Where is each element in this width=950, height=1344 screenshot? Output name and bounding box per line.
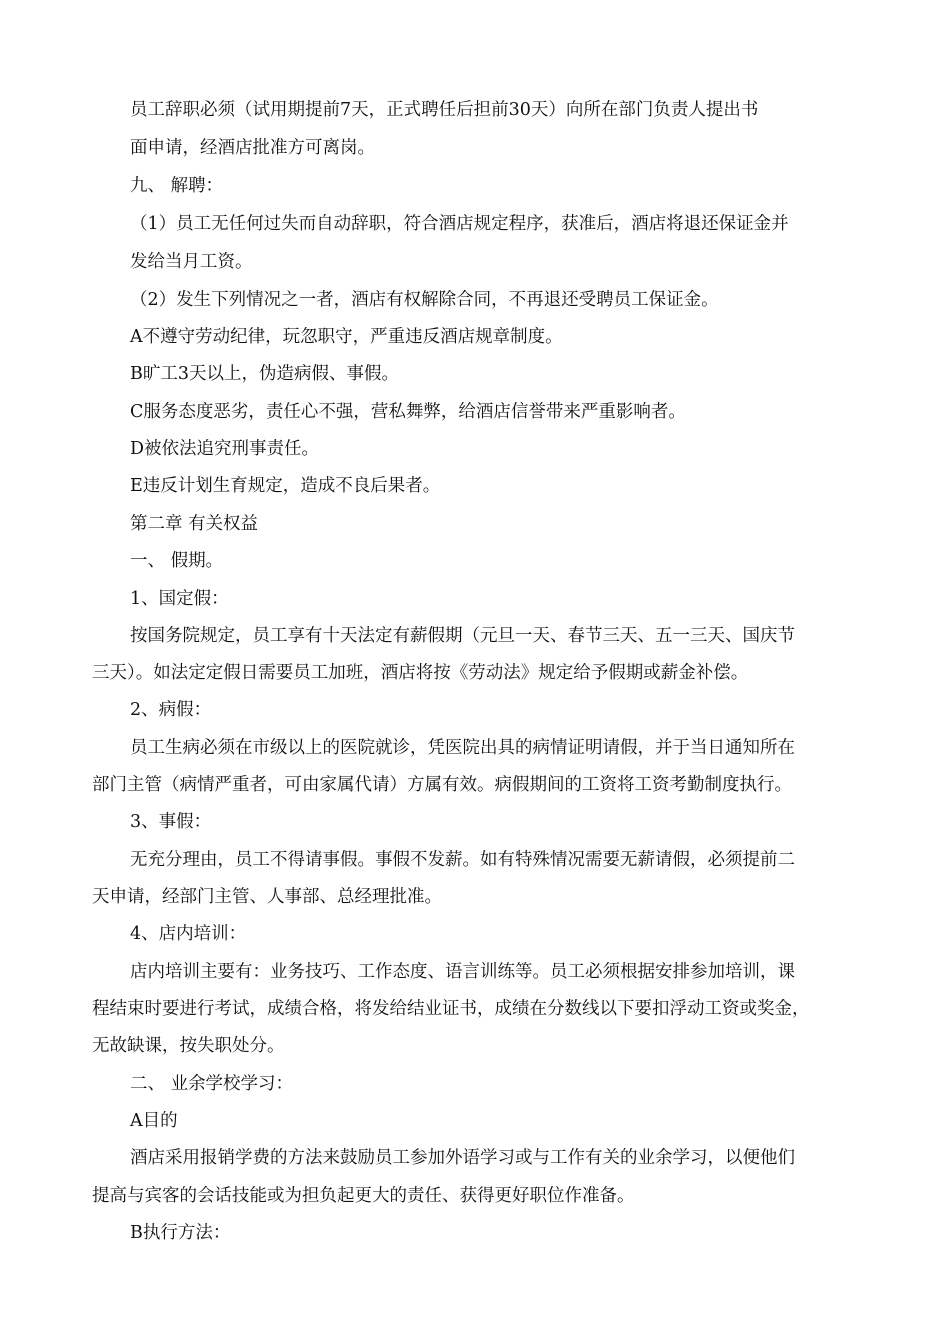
list-item: A不遵守劳动纪律，玩忽职守，严重违反酒店规章制度。: [130, 327, 563, 347]
section-heading: 二、 业余学校学习：: [130, 1074, 294, 1094]
para-line: 员工辞职必须（试用期提前7天，正式聘任后担前30天）向所在部门负责人提出书: [130, 100, 759, 120]
para-line: 店内培训主要有：业务技巧、工作态度、语言训练等。员工必须根据安排参加培训，课: [130, 962, 795, 982]
section-heading: 一、 假期。: [130, 551, 224, 571]
subsection-heading: 2、病假：: [130, 700, 212, 720]
para-line: 员工生病必须在市级以上的医院就诊，凭医院出具的病情证明请假，并于当日通知所在: [130, 738, 795, 758]
list-item: E违反计划生育规定，造成不良后果者。: [130, 476, 441, 496]
para-line: 程结束时要进行考试，成绩合格，将发给结业证书，成绩在分数线以下要扣浮动工资或奖金，: [92, 999, 810, 1019]
para-line: 三天）。如法定定假日需要员工加班，酒店将按《劳动法》规定给予假期或薪金补偿。: [92, 663, 749, 683]
para-line: 按国务院规定，员工享有十天法定有薪假期（元旦一天、春节三天、五一三天、国庆节: [130, 626, 795, 646]
list-item: C服务态度恶劣，责任心不强，营私舞弊，给酒店信誉带来严重影响者。: [130, 402, 686, 422]
subsection-heading: 3、事假：: [130, 812, 212, 832]
subsection-heading: A目的: [130, 1111, 178, 1131]
para-line: 部门主管（病情严重者，可由家属代请）方属有效。病假期间的工资将工资考勤制度执行。: [92, 775, 792, 795]
list-item: B旷工3天以上，伪造病假、事假。: [130, 364, 399, 384]
para-line: 发给当月工资。: [130, 252, 253, 272]
para-line: 提高与宾客的会话技能或为担负起更大的责任、获得更好职位作准备。: [92, 1186, 635, 1206]
para-line: （2）发生下列情况之一者，酒店有权解除合同，不再退还受聘员工保证金。: [130, 290, 719, 310]
subsection-heading: B执行方法：: [130, 1223, 231, 1243]
para-line: 无故缺课，按失职处分。: [92, 1036, 285, 1056]
chapter-heading: 第二章 有关权益: [130, 514, 259, 534]
subsection-heading: 1、国定假：: [130, 589, 229, 609]
subsection-heading: 4、店内培训：: [130, 924, 247, 944]
para-line: 酒店采用报销学费的方法来鼓励员工参加外语学习或与工作有关的业余学习，以便他们: [130, 1148, 795, 1168]
para-line: 天申请，经部门主管、人事部、总经理批准。: [92, 887, 442, 907]
section-heading: 九、 解聘：: [130, 176, 224, 196]
para-line: （1）员工无任何过失而自动辞职，符合酒店规定程序，获准后，酒店将退还保证金并: [130, 214, 789, 234]
para-line: 无充分理由，员工不得请事假。事假不发薪。如有特殊情况需要无薪请假，必须提前二: [130, 850, 795, 870]
list-item: D被依法追究刑事责任。: [130, 439, 320, 459]
para-line: 面申请，经酒店批准方可离岗。: [130, 138, 375, 158]
